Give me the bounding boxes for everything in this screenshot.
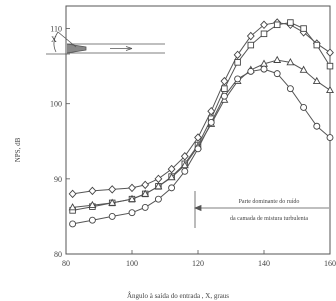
data-point-circle [155, 196, 161, 202]
series-layer [69, 19, 333, 227]
y-axis-label: NPS, dB [14, 137, 22, 163]
data-point-square [288, 20, 294, 26]
data-point-circle [235, 76, 241, 82]
x-tick-label: 80 [62, 259, 70, 268]
annotation-arrow [195, 191, 329, 228]
data-point-circle [314, 123, 320, 129]
data-point-diamond [69, 190, 76, 197]
data-point-diamond [109, 186, 116, 193]
tick-layer [50, 25, 336, 268]
data-point-diamond [129, 184, 136, 191]
data-point-circle [208, 119, 214, 125]
data-point-circle [182, 168, 188, 174]
data-point-circle [221, 93, 227, 99]
data-point-circle [287, 86, 293, 92]
y-tick-label: 100 [50, 99, 62, 109]
data-point-square [261, 31, 267, 37]
data-point-circle [301, 104, 307, 110]
data-point-circle [129, 210, 135, 216]
data-point-circle [142, 204, 148, 210]
data-point-diamond [89, 187, 96, 194]
data-point-diamond [327, 49, 334, 56]
data-point-triangle [327, 87, 333, 93]
data-point-circle [195, 146, 201, 152]
data-point-triangle [300, 66, 306, 72]
inset-angle-label: X [51, 35, 57, 44]
x-tick-label: 100 [126, 259, 138, 268]
data-point-square [248, 42, 254, 48]
x-tick-label: 120 [192, 259, 204, 268]
data-point-diamond [142, 181, 149, 188]
data-point-triangle [274, 57, 280, 63]
data-point-square [274, 22, 280, 28]
series-line-triangle [73, 60, 330, 207]
x-axis-label: Ângulo à saída do entrada , X, graus [126, 292, 230, 300]
data-point-square [301, 26, 307, 32]
data-point-triangle [314, 78, 320, 84]
data-point-circle [248, 68, 254, 74]
annotation-line-1: Parte dominante do ruído [238, 199, 300, 205]
nozzle-inset [46, 32, 165, 54]
y-tick-label: 90 [54, 174, 62, 184]
data-point-circle [89, 217, 95, 223]
data-point-square [222, 86, 228, 92]
data-point-circle [169, 185, 175, 191]
y-tick-label: 80 [54, 250, 62, 259]
data-point-diamond [155, 175, 162, 182]
x-tick-label: 160 [324, 259, 336, 268]
data-point-square [327, 63, 333, 69]
data-point-circle [327, 135, 333, 141]
data-point-circle [109, 213, 115, 219]
series-line-square [73, 23, 330, 211]
annotation-line-2: da camada de mistura turbulenta [230, 216, 308, 222]
x-tick-label: 140 [258, 259, 270, 268]
data-point-circle [70, 221, 76, 227]
data-point-square [314, 42, 320, 48]
data-point-circle [274, 71, 280, 77]
data-point-square [235, 60, 241, 66]
y-tick-label: 110 [50, 24, 62, 34]
data-point-circle [261, 66, 267, 72]
